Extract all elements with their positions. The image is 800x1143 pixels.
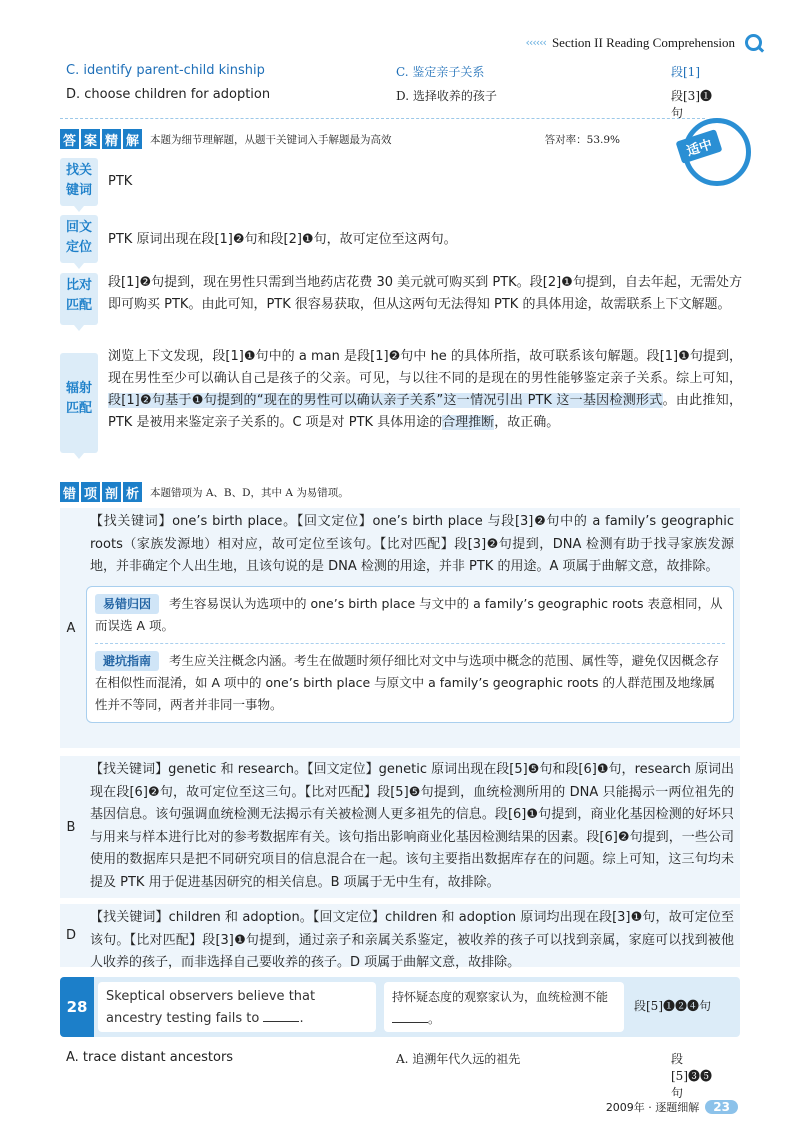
option-row-d [66, 87, 720, 121]
option-letter: B [66, 819, 76, 835]
option-cn: D. 选择收养的孩子 [396, 89, 497, 103]
search-icon [745, 34, 762, 51]
step-text-locate: PTK 原词出现在段[1]❷句和段[2]❶句，故可定位至这两句。 [108, 232, 457, 247]
option-analysis-text: 【找关键词】children 和 adoption。【回文定位】children 和 adoption 原词均出现在段[3]❶句，故可定位至该句。【比对匹配】段[3]❶句提到，通过亲子和亲属关系鉴定，被收养的孩子可以找到亲属，家庭可以找到被他人收养的孩子，而非选择自己要收养的孩子。D 项属于曲解文意，故排除。 [90, 910, 734, 970]
option-en: D. choose children for adoption [66, 87, 271, 102]
error-option-d [60, 904, 740, 970]
pitfall-guide-text: 考生应关注概念内涵。考生在做题时须仔细比对文中与选项中概念的范围、属性等，避免仅因概念存在相似性而混淆，如 A 项中的 one’s birth place 与原文中 a family’s geographic roots 的人群范围及地缘属性并不等同，两者并非同一事物。 [95, 652, 720, 712]
option-cn: A. 追溯年代久远的祖先 [396, 1052, 521, 1066]
step-text-compare: 段[1]❷句提到，现在男性只需到当地药店花费 30 美元就可购买到 PTK。段[2]❶句提到，自去年起，无需处方即可购买 PTK。由此可知，PTK 很容易获取，但从这两句无法得知 PTK 的具体用途，故需联系上下文解题。 [108, 275, 742, 312]
step-text-find-keyword: PTK [108, 174, 133, 189]
step-text-radiate: 浏览上下文发现，段[1]❶句中的 a man 是段[1]❷句中 he 的具体所指，故可联系该句解题。段[1]❶句提到，现在男性至少可以确认自己是孩子的父亲。可见，与以往不同的是现在的男性能够鉴定亲子关系。综上可知，段[1]❷句基于❶句提到的“现在的男性可以确认亲子关系”这一情况引出 PTK 这一基因检测形式。由此推知，PTK 是被用来鉴定亲子关系的。C 项是对 PTK 具体用途的合理推断，故正确。 [108, 349, 742, 430]
option-location: 段[1] [671, 65, 700, 79]
step-tag-find-keyword: 找关键词 [60, 158, 98, 206]
option-row-a [66, 1050, 720, 1101]
section-note: 本题为细节理解题，从题干关键词入手解题最为高效 [150, 133, 392, 146]
step-tag-locate: 回文定位 [60, 215, 98, 263]
option-en: A. trace distant ancestors [66, 1050, 234, 1065]
page-number: 23 [705, 1100, 738, 1114]
mistake-cause-text: 考生容易误认为选项中的 one’s birth place 与文中的 a family’s geographic roots 表意相同，从而误选 A 项。 [95, 595, 723, 633]
question-number: 28 [60, 977, 94, 1037]
step-tag-radiate: 辐射匹配 [60, 353, 98, 453]
answer-blank [392, 1022, 428, 1023]
divider [60, 118, 705, 119]
option-analysis-text: 【找关键词】one’s birth place。【回文定位】one’s birth place 与段[3]❷句中的 a family’s geographic roots（家族发源地）相对应，故可定位至该句。【比对匹配】段[3]❷句提到，DNA 检测有助于找寻家族发源地，并非确定个人出生地，且该句说的是 DNA 检测的用途，并非 PTK 的用途。A 项属于曲解文意，故排除。 [90, 514, 734, 574]
section-tag: 错 项 剖 析 [60, 482, 142, 502]
question-location: 段[5]❶❷❹句 [634, 999, 711, 1013]
highlighted-text: 段[1]❷句基于❶句提到的“现在的男性可以确认亲子关系”这一情况引出 PTK 这一基因检测形式 [108, 393, 663, 408]
mistake-cause-badge: 易错归因 [95, 594, 159, 614]
error-option-b [60, 756, 740, 898]
option-analysis-text: 【找关键词】genetic 和 research。【回文定位】genetic 原词出现在段[5]❺句和段[6]❶句，research 原词出现在段[6]❷句，故可定位至这三句。【比对匹配】段[5]❺句提到，血统检测所用的 DNA 只能揭示一两位祖先的基因信息。该句强调血统检测无法揭示有关被检测人更多祖先的信息。段[6]❶句提到，商业化基因检测的好坏只与用来与样本进行比对的参考数据库有关。该句指出影响商业化基因检测结果的因素。段[6]❷句提到，一些公司使用的数据库只是把不同研究项目的信息混合在一起。该句主要指出数据库存在的问题。综上可知，这三句均未提及 PTK 用于促进基因研究的相关信息。B 项属于无中生有，故排除。 [90, 762, 734, 890]
option-location: 段[3]❶句 [671, 89, 712, 120]
accuracy-rate: 答对率：53.9% [544, 133, 620, 146]
question-en: Skeptical observers believe that ancestry testing fails to . [98, 982, 376, 1032]
answer-analysis-header [60, 129, 740, 149]
question-28 [60, 977, 740, 1037]
option-letter: A [66, 620, 76, 636]
footer-label: 2009年 · 逐题细解 [605, 1101, 700, 1114]
chevrons-icon: ‹‹‹‹‹‹ [525, 36, 546, 49]
difficulty-label: 适中 [675, 129, 722, 164]
step-tag-compare: 比对匹配 [60, 273, 98, 325]
section-title: Section II Reading Comprehension [551, 34, 735, 50]
tip-divider [95, 643, 725, 644]
question-cn: 持怀疑态度的观察家认为，血统检测不能。 [384, 982, 624, 1032]
option-cn: C. 鉴定亲子关系 [396, 65, 485, 79]
pitfall-guide-badge: 避坑指南 [95, 651, 159, 671]
page-footer [606, 1099, 738, 1115]
underlined-text: 合理推断 [442, 415, 495, 430]
page-header [526, 34, 762, 51]
error-option-a [60, 508, 740, 748]
option-row-c [66, 63, 720, 80]
error-analysis-header [60, 482, 740, 502]
option-location: 段[5]❸❺句 [671, 1052, 712, 1100]
answer-blank [263, 1021, 299, 1022]
option-en: C. identify parent-child kinship [66, 63, 265, 78]
option-letter: D [65, 928, 76, 943]
tip-box [86, 586, 734, 723]
section-tag: 答 案 精 解 [60, 129, 142, 149]
section-note: 本题错项为 A、B、D，其中 A 为易错项。 [150, 486, 349, 499]
